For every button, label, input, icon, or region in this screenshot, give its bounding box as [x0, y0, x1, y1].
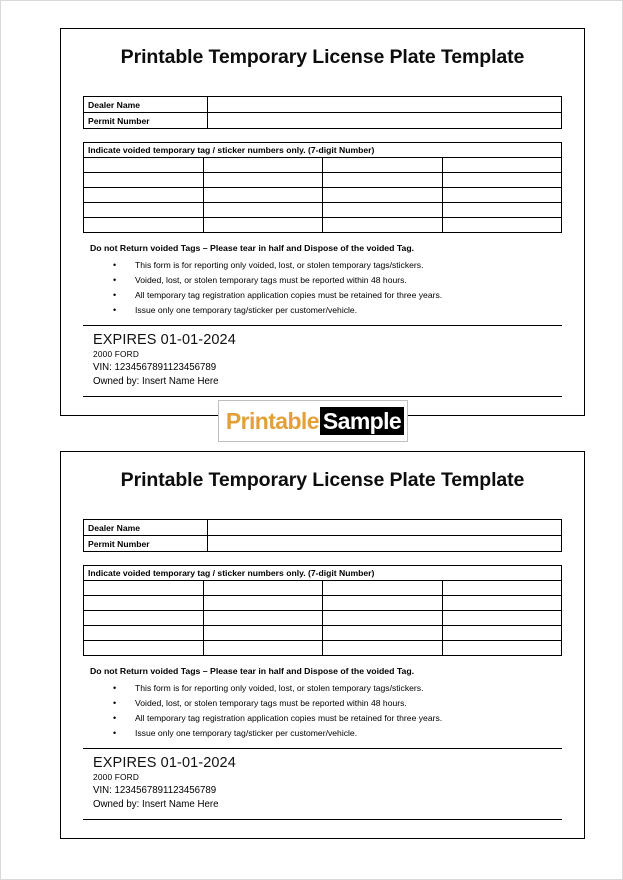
plate-owner-text: Owned by: Insert Name Here: [93, 798, 219, 810]
voided-tag-cell[interactable]: [442, 188, 562, 203]
voided-tag-cell[interactable]: [442, 626, 562, 641]
voided-tag-cell[interactable]: [84, 173, 204, 188]
page-title: Printable Temporary License Plate Template: [120, 469, 525, 491]
plate-vehicle-text: 2000 FORD: [93, 772, 140, 783]
notice-heading: Do not Return voided Tags – Please tear in half and Dispose of the voided Tag.: [90, 666, 415, 677]
permit-number-label: Permit Number: [84, 536, 208, 552]
list-item-label: All temporary tag registration application copies must be retained for three years.: [135, 713, 443, 724]
voided-tag-cell[interactable]: [323, 218, 443, 233]
voided-tag-cell[interactable]: [442, 596, 562, 611]
dealer-info-table: [83, 96, 562, 129]
list-item-label: Issue only one temporary tag/sticker per customer/vehicle.: [135, 305, 358, 316]
dealer-name-label: Dealer Name: [84, 520, 208, 536]
plate-vehicle-text: 2000 FORD: [93, 349, 140, 360]
voided-tag-cell[interactable]: [203, 626, 323, 641]
plate-expires-text: EXPIRES 01-01-2024: [93, 331, 236, 348]
document-page-2: [60, 451, 585, 839]
voided-tag-cell[interactable]: [323, 173, 443, 188]
notice-heading: Do not Return voided Tags – Please tear in half and Dispose of the voided Tag.: [90, 243, 415, 254]
voided-tag-cell[interactable]: [442, 641, 562, 656]
voided-tag-cell[interactable]: [203, 203, 323, 218]
voided-tag-cell[interactable]: [203, 611, 323, 626]
dealer-name-field[interactable]: [207, 97, 561, 113]
permit-number-label: Permit Number: [84, 113, 208, 129]
table-row: [84, 173, 562, 188]
temporary-plate-block: [83, 325, 562, 397]
voided-tag-cell[interactable]: [203, 188, 323, 203]
table-row: [84, 536, 562, 552]
voided-tags-table: [83, 565, 562, 656]
voided-tag-cell[interactable]: [203, 158, 323, 173]
voided-tag-cell[interactable]: [323, 626, 443, 641]
list-item: [113, 713, 562, 728]
voided-tag-cell[interactable]: [84, 641, 204, 656]
list-item-label: All temporary tag registration application copies must be retained for three years.: [135, 290, 443, 301]
dealer-name-label: Dealer Name: [84, 97, 208, 113]
voided-tag-cell[interactable]: [323, 203, 443, 218]
voided-tag-cell[interactable]: [323, 188, 443, 203]
plate-vin-text: VIN: 1234567891123456789: [93, 784, 217, 796]
voided-tag-cell[interactable]: [84, 218, 204, 233]
voided-tag-cell[interactable]: [442, 173, 562, 188]
voided-tag-cell[interactable]: [84, 581, 204, 596]
voided-tag-cell[interactable]: [442, 158, 562, 173]
table-row: [84, 113, 562, 129]
voided-tag-cell[interactable]: [203, 218, 323, 233]
page-title: Printable Temporary License Plate Template: [120, 46, 525, 68]
table-row: [84, 520, 562, 536]
bullet-icon: •: [113, 682, 117, 693]
list-item-label: This form is for reporting only voided, lost, or stolen temporary tags/stickers.: [135, 682, 424, 693]
bullet-icon: •: [113, 259, 117, 270]
temporary-plate-block: [83, 748, 562, 820]
voided-tag-cell[interactable]: [323, 611, 443, 626]
bullet-icon: •: [113, 728, 117, 739]
bullet-icon: •: [113, 305, 117, 316]
voided-tag-cell[interactable]: [84, 596, 204, 611]
bullet-icon: •: [113, 274, 117, 285]
table-row: [84, 218, 562, 233]
watermark-sample-text: Sample: [320, 407, 404, 435]
dealer-name-field[interactable]: [207, 520, 561, 536]
voided-tag-cell[interactable]: [203, 173, 323, 188]
list-item-label: This form is for reporting only voided, lost, or stolen temporary tags/stickers.: [135, 259, 424, 270]
list-item-label: Issue only one temporary tag/sticker per customer/vehicle.: [135, 728, 358, 739]
table-row: [84, 626, 562, 641]
bullet-icon: •: [113, 290, 117, 301]
permit-number-field[interactable]: [207, 113, 561, 129]
voided-tag-cell[interactable]: [323, 581, 443, 596]
table-header-row: [84, 566, 562, 581]
voided-tag-cell[interactable]: [203, 596, 323, 611]
list-item-label: Voided, lost, or stolen temporary tags must be reported within 48 hours.: [135, 697, 407, 708]
voided-tag-cell[interactable]: [84, 626, 204, 641]
voided-tags-header: Indicate voided temporary tag / sticker numbers only. (7-digit Number): [84, 143, 562, 158]
notice-bullet-list: [83, 260, 562, 321]
table-row: [84, 596, 562, 611]
bullet-icon: •: [113, 697, 117, 708]
plate-expires-text: EXPIRES 01-01-2024: [93, 754, 236, 771]
voided-tag-cell[interactable]: [84, 611, 204, 626]
voided-tag-cell[interactable]: [203, 641, 323, 656]
table-row: [84, 641, 562, 656]
list-item: [113, 260, 562, 275]
list-item: [113, 290, 562, 305]
voided-tag-cell[interactable]: [442, 611, 562, 626]
table-row: [84, 203, 562, 218]
table-row: [84, 97, 562, 113]
notice-bullet-list: [83, 683, 562, 744]
voided-tag-cell[interactable]: [323, 641, 443, 656]
table-header-row: [84, 143, 562, 158]
list-item: [113, 683, 562, 698]
voided-tags-header: Indicate voided temporary tag / sticker numbers only. (7-digit Number): [84, 566, 562, 581]
voided-tag-cell[interactable]: [84, 158, 204, 173]
table-row: [84, 581, 562, 596]
voided-tag-cell[interactable]: [442, 218, 562, 233]
voided-tag-cell[interactable]: [84, 188, 204, 203]
voided-tags-table: [83, 142, 562, 233]
voided-tag-cell[interactable]: [203, 581, 323, 596]
voided-tag-cell[interactable]: [323, 596, 443, 611]
plate-vin-text: VIN: 1234567891123456789: [93, 361, 217, 373]
list-item-label: Voided, lost, or stolen temporary tags must be reported within 48 hours.: [135, 274, 407, 285]
printable-sample-watermark: [218, 400, 408, 442]
voided-tag-cell[interactable]: [84, 203, 204, 218]
dealer-info-table: [83, 519, 562, 552]
list-item: [113, 305, 562, 320]
document-page-1: [60, 28, 585, 416]
permit-number-field[interactable]: [207, 536, 561, 552]
table-row: [84, 158, 562, 173]
table-row: [84, 188, 562, 203]
voided-tag-cell[interactable]: [442, 203, 562, 218]
bullet-icon: •: [113, 713, 117, 724]
list-item: [113, 698, 562, 713]
list-item: [113, 275, 562, 290]
voided-tag-cell[interactable]: [442, 581, 562, 596]
plate-owner-text: Owned by: Insert Name Here: [93, 375, 219, 387]
watermark-printable-text: Printable: [225, 407, 319, 434]
table-row: [84, 611, 562, 626]
voided-tag-cell[interactable]: [323, 158, 443, 173]
list-item: [113, 728, 562, 743]
